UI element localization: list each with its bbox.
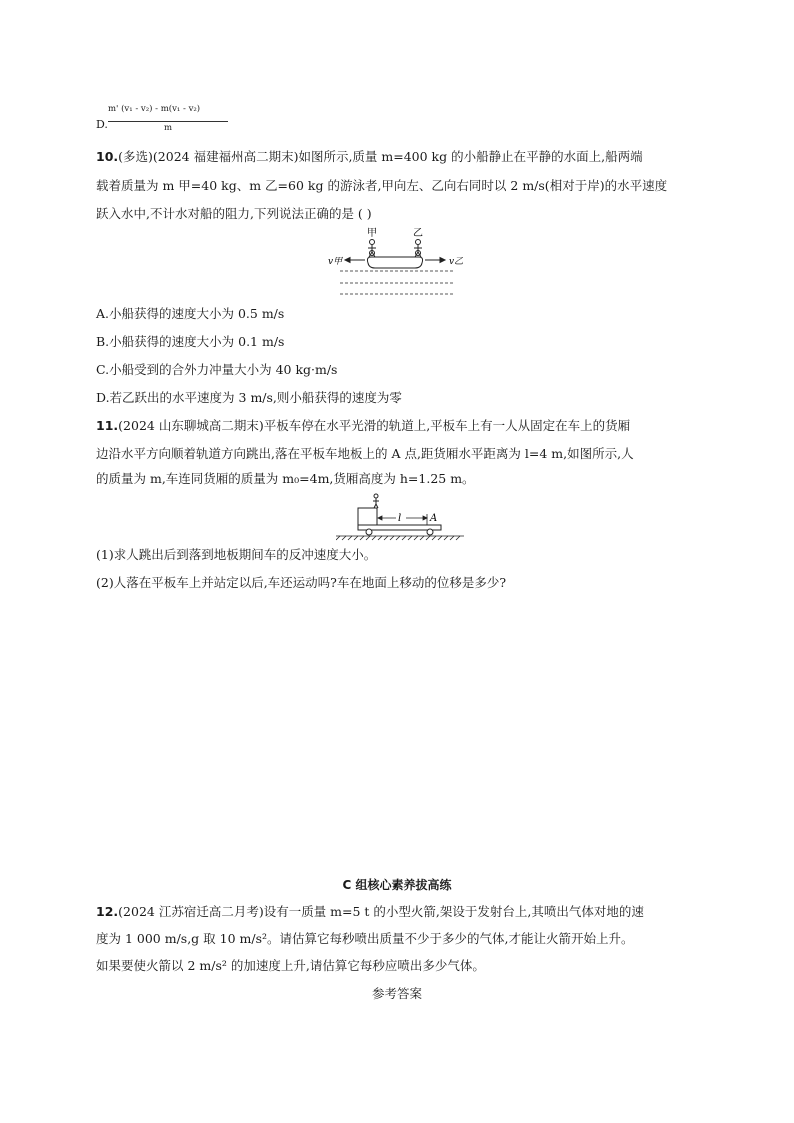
q10-boat-figure — [325, 226, 475, 298]
arrow-v-jia — [345, 258, 365, 263]
boat-hull — [367, 257, 422, 268]
q12-line-1 — [96, 903, 644, 921]
q10-option-b: B.小船获得的速度大小为 0.1 m/s — [96, 334, 285, 349]
water-surface — [340, 271, 455, 294]
distance-arrow-l — [378, 514, 427, 525]
q11-cart-figure — [336, 492, 466, 542]
q10-option-c: C.小船受到的合外力冲量大小为 40 kg·m/s — [96, 362, 338, 377]
q11-line-3: 的质量为 m,车连同货厢的质量为 m₀=4m,货厢高度为 h=1.25 m。 — [96, 471, 475, 486]
q11-text-1: (2024 山东聊城高二期末)平板车停在水平光滑的轨道上,平板车上有一人从固定在车上的货厢 — [118, 418, 631, 433]
q10-text-1: (多选)(2024 福建福州高二期末)如图所示,质量 m=400 kg 的小船静止在平静的水面上,船两端 — [118, 149, 643, 164]
q12-number: 12. — [96, 904, 119, 919]
q10-line-1 — [96, 148, 643, 166]
person-figure — [373, 494, 379, 508]
q10-option-d: D.若乙跃出的水平速度为 3 m/s,则小船获得的速度为零 — [96, 390, 402, 405]
q11-line-1 — [96, 417, 630, 435]
q10-number: 10. — [96, 149, 119, 164]
swimmer-yi — [414, 240, 422, 258]
q9-option-d-numerator: m' (v₁ - v₂) - m(v₁ - v₂) — [108, 104, 201, 114]
label-v-jia: v甲 — [328, 257, 343, 267]
q12-line-2: 度为 1 000 m/s,g 取 10 m/s²。请估算它每秒喷出质量不少于多少的气体,才能让火箭开始上升。 — [96, 931, 634, 946]
ground-track — [336, 536, 464, 540]
label-l: l — [398, 513, 402, 524]
answers-title: 参考答案 — [371, 986, 422, 1001]
figure-label-jia: 甲 — [367, 228, 377, 239]
q10-option-a: A.小船获得的速度大小为 0.5 m/s — [96, 306, 285, 321]
q12-text-1: (2024 江苏宿迁高二月考)设有一质量 m=5 t 的小型火箭,架设于发射台上,其喷出气体对地的速 — [118, 904, 644, 919]
section-c-title: C 组核心素养拔高练 — [342, 878, 452, 892]
q10-line-3: 跃入水中,不计水对船的阻力,下列说法正确的是 ( ) — [96, 206, 372, 221]
swimmer-jia — [368, 240, 376, 258]
label-v-yi: v乙 — [449, 257, 464, 267]
q11-sub-2: (2)人落在平板车上并站定以后,车还运动吗?车在地面上移动的位移是多少? — [96, 575, 507, 590]
q9-option-d-denominator: m — [164, 123, 173, 133]
q11-number: 11. — [96, 418, 119, 433]
fraction-bar — [108, 121, 228, 122]
q11-sub-1: (1)求人跳出后到落到地板期间车的反冲速度大小。 — [96, 547, 377, 562]
q12-line-3: 如果要使火箭以 2 m/s² 的加速度上升,请估算它每秒应喷出多少气体。 — [96, 958, 485, 973]
q9-option-d-label: D. — [96, 118, 108, 131]
wheel-left — [366, 529, 372, 535]
cargo-box — [358, 508, 377, 525]
figure-label-yi: 乙 — [413, 228, 423, 239]
arrow-v-yi — [425, 258, 445, 263]
wheel-right — [427, 529, 433, 535]
q10-line-2: 载着质量为 m 甲=40 kg、m 乙=60 kg 的游泳者,甲向左、乙向右同时以 2 m/s(相对于岸)的水平速度 — [96, 178, 668, 193]
label-A: A — [430, 513, 438, 524]
q11-line-2: 边沿水平方向顺着轨道方向跳出,落在平板车地板上的 A 点,距货厢水平距离为 l=4 m,如图所示,人 — [96, 446, 634, 461]
